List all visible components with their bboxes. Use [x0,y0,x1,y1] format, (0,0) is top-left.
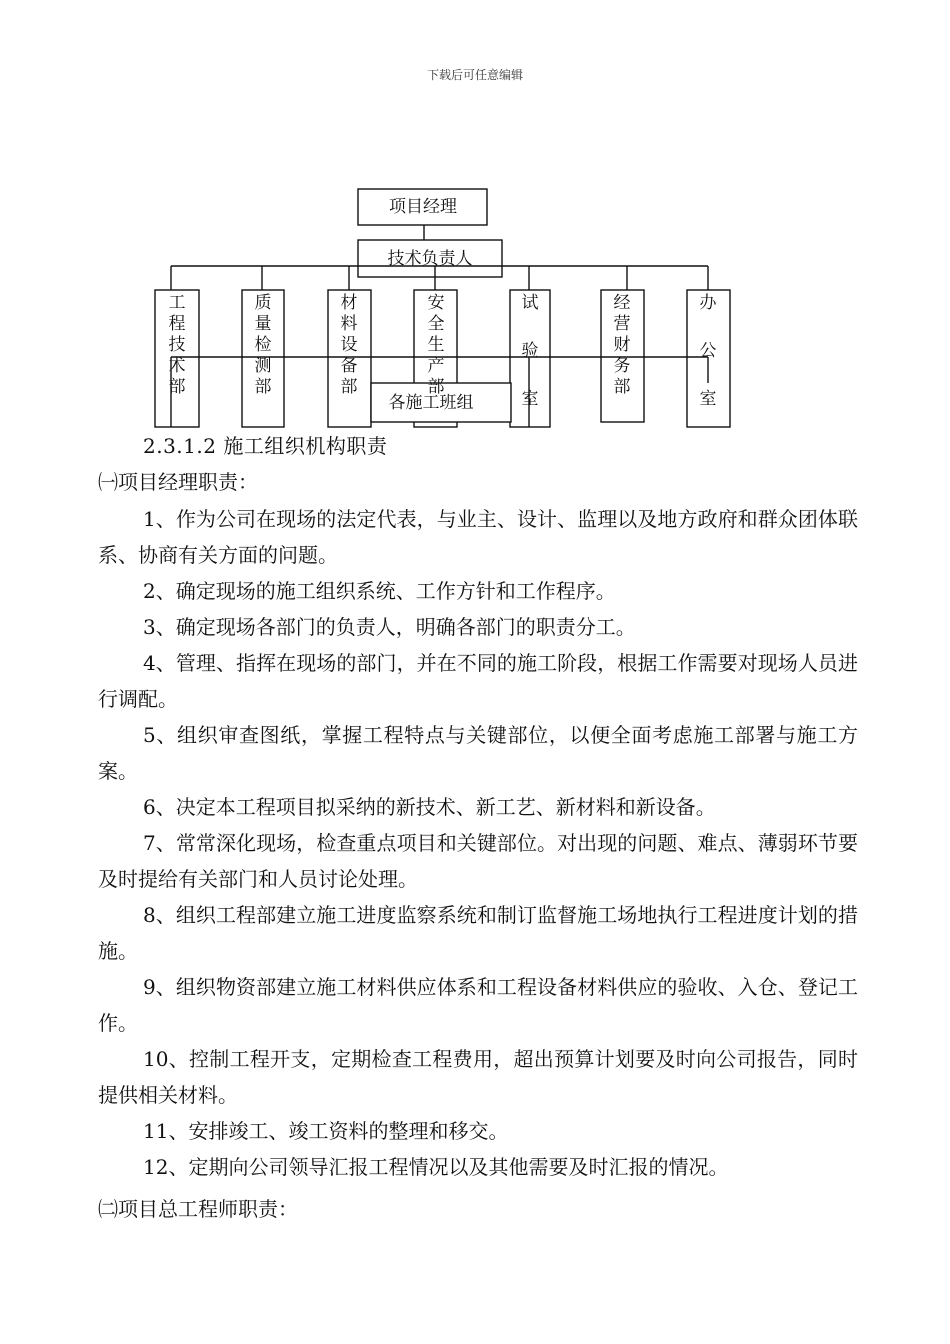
list-item: 9、组织物资部建立施工材料供应体系和工程设备材料供应的验收、入仓、登记工作。 [98,975,858,1035]
list-item: 12、定期向公司领导汇报工程情况以及其他需要及时汇报的情况。 [143,1155,729,1179]
org-text-technical-lead: 技术负责人 [387,249,473,269]
list-item: 11、安排竣工、竣工资料的整理和移交。 [143,1119,509,1143]
watermark: 下载后可任意编辑 [426,68,523,82]
org-text-project-manager: 项目经理 [389,197,457,217]
org-text-work-teams: 各施工班组 [388,393,474,413]
org-text-dept: 质量检测部 [254,293,272,397]
org-text-dept: 安全生产部 [427,293,445,397]
org-chart [0,0,950,440]
list-item: 7、常常深化现场，检查重点项目和关键部位。对出现的问题、难点、薄弱环节要及时提给有关部门和人员讨论处理。 [98,831,858,891]
list-item: 4、管理、指挥在现场的部门，并在不同的施工阶段，根据工作需要对现场人员进行调配。 [98,651,858,711]
org-text-dept: 经营财务部 [613,293,631,397]
list-item: 10、控制工程开支，定期检查工程费用，超出预算计划要及时向公司报告，同时提供相关材料。 [98,1047,858,1107]
list-item: 1、作为公司在现场的法定代表，与业主、设计、监理以及地方政府和群众团体联系、协商有关方面的问题。 [98,507,858,567]
section2-title: ㈡项目总工程师职责： [98,1197,298,1221]
org-text-dept: 办公室 [699,293,717,409]
org-text-dept: 试验室 [521,293,539,409]
list-item: 3、确定现场各部门的负责人，明确各部门的职责分工。 [143,615,636,639]
list-item: 5、组织审查图纸，掌握工程特点与关键部位，以便全面考虑施工部署与施工方案。 [98,723,858,783]
org-text-dept: 工程技术部 [168,293,186,397]
list-item: 6、决定本工程项目拟采纳的新技术、新工艺、新材料和新设备。 [143,795,716,819]
section-heading: 2.3.1.2 施工组织机构职责 [143,434,388,458]
list-item: 8、组织工程部建立施工进度监察系统和制订监督施工场地执行工程进度计划的措施。 [98,903,858,963]
list-item: 2、确定现场的施工组织系统、工作方针和工作程序。 [143,579,616,603]
section1-title: ㈠项目经理职责： [98,470,258,494]
org-text-dept: 材料设备部 [340,293,358,397]
